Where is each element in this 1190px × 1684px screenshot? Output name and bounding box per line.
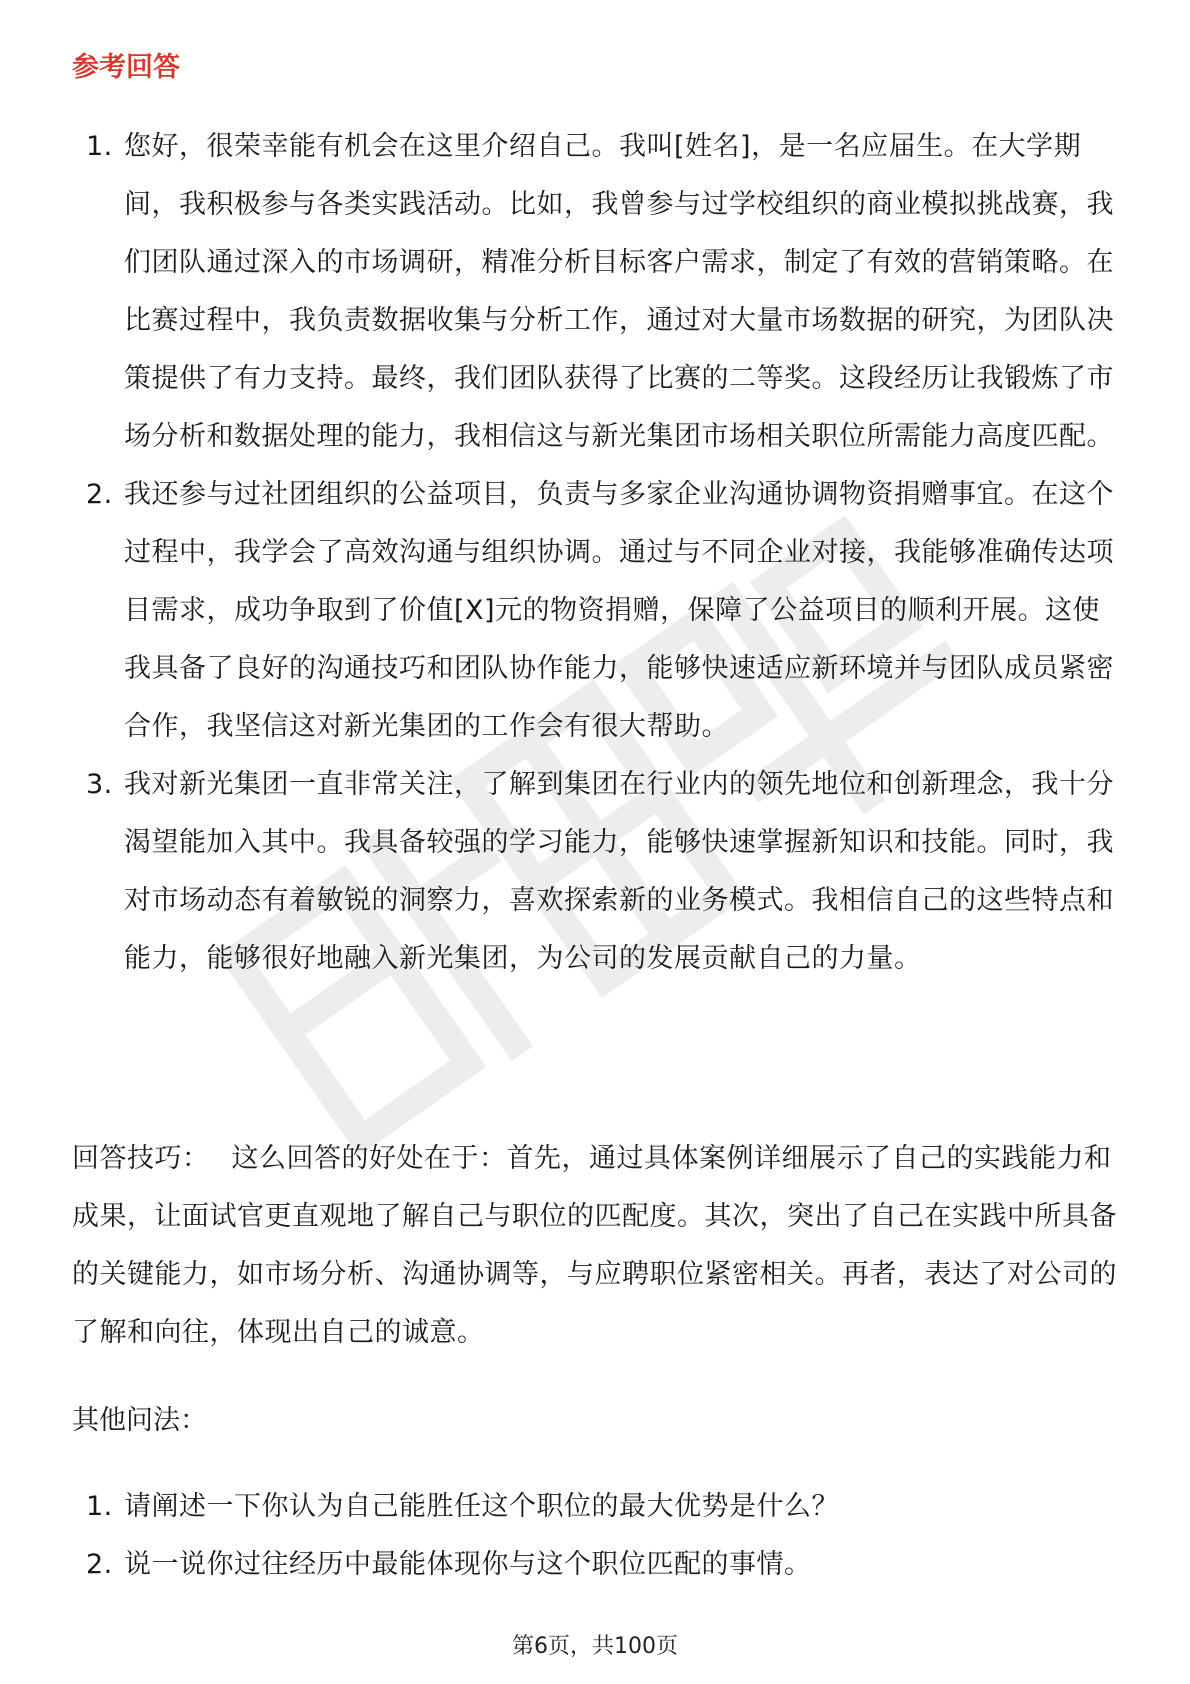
- page-footer: 第6页，共100页: [512, 1634, 678, 1659]
- other-questions-list: [72, 1478, 1122, 1594]
- other-questions-title: 其他问法：: [72, 1405, 207, 1436]
- answer-item: [72, 466, 1122, 756]
- answer-text: 您好，很荣幸能有机会在这里介绍自己。我叫[姓名]，是一名应届生。在大学期间，我积极参与各类实践活动。比如，我曾参与过学校组织的商业模拟挑战赛，我们团队通过深入的市场调研，精准分析目标客户需求，制定了有效的营销策略。在比赛过程中，我负责数据收集与分析工作，通过对大量市场数据的研究，为团队决策提供了有力支持。最终，我们团队获得了比赛的二等奖。这段经历让我锻炼了市场分析和数据处理的能力，我相信这与新光集团市场相关职位所需能力高度匹配。: [124, 131, 1114, 452]
- answer-list: [72, 118, 1122, 988]
- other-question-item: [72, 1478, 1122, 1536]
- answer-text: 我对新光集团一直非常关注，了解到集团在行业内的领先地位和创新理念，我十分渴望能加入其中。我具备较强的学习能力，能够快速掌握新知识和技能。同时，我对市场动态有着敏锐的洞察力，喜欢探索新的业务模式。我相信自己的这些特点和能力，能够很好地融入新光集团，为公司的发展贡献自己的力量。: [124, 769, 1114, 974]
- list-number: 1.: [86, 1491, 113, 1522]
- list-number: 2.: [86, 479, 113, 510]
- answer-tips: [72, 1130, 1122, 1362]
- tips-text: 这么回答的好处在于：首先，通过具体案例详细展示了自己的实践能力和成果，让面试官更直观地了解自己与职位的匹配度。其次，突出了自己在实践中所具备的关键能力，如市场分析、沟通协调等，与应聘职位紧密相关。再者，表达了对公司的了解和向往，体现出自己的诚意。: [72, 1143, 1117, 1348]
- section-title: 参考回答: [72, 52, 180, 83]
- answer-text: 我还参与过社团组织的公益项目，负责与多家企业沟通协调物资捐赠事宜。在这个过程中，我学会了高效沟通与组织协调。通过与不同企业对接，我能够准确传达项目需求，成功争取到了价值[X]元的物资捐赠，保障了公益项目的顺利开展。这使我具备了良好的沟通技巧和团队协作能力，能够快速适应新环境并与团队成员紧密合作，我坚信这对新光集团的工作会有很大帮助。: [124, 479, 1114, 742]
- answer-item: [72, 756, 1122, 988]
- other-question-text: 请阐述一下你认为自己能胜任这个职位的最大优势是什么？: [124, 1491, 839, 1522]
- list-number: 1.: [86, 131, 113, 162]
- list-number: 3.: [86, 769, 113, 800]
- other-question-text: 说一说你过往经历中最能体现你与这个职位匹配的事情。: [124, 1549, 812, 1580]
- tips-label: 回答技巧：: [72, 1143, 210, 1174]
- answer-item: [72, 118, 1122, 466]
- other-question-item: [72, 1536, 1122, 1594]
- list-number: 2.: [86, 1549, 113, 1580]
